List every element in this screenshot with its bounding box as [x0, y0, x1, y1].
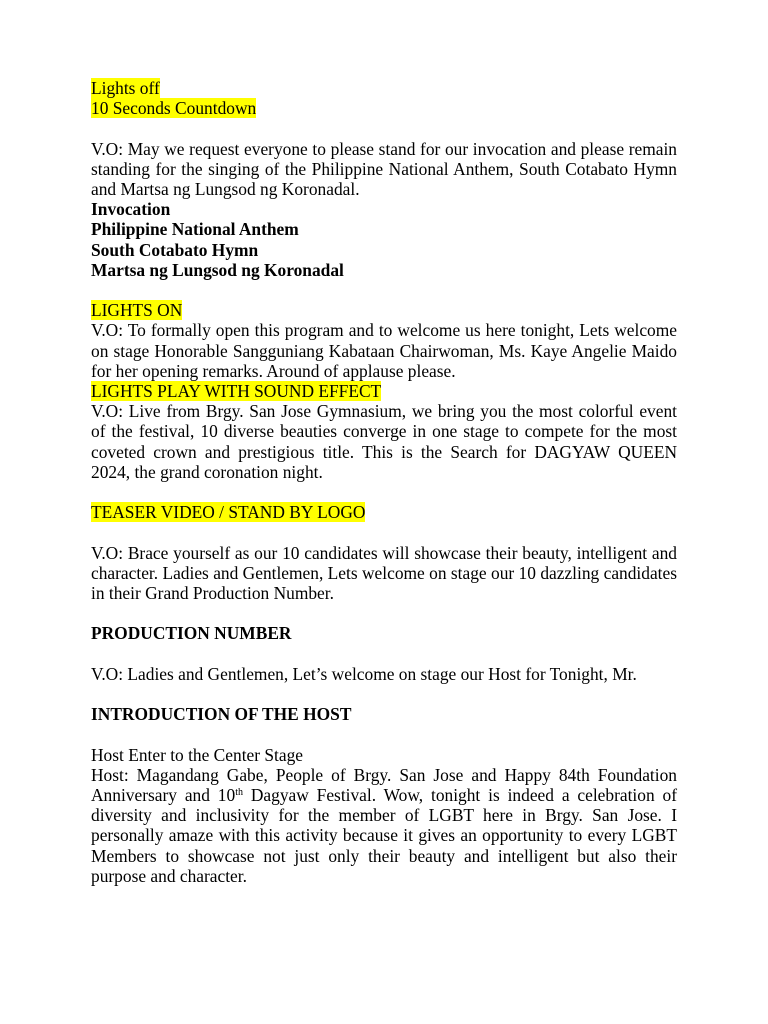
heading-intro-host: INTRODUCTION OF THE HOST	[91, 704, 352, 725]
cue-countdown: 10 Seconds Countdown	[91, 98, 257, 119]
spacer	[91, 522, 677, 542]
vo-brace: V.O: Brace yourself as our 10 candidates will showcase their beauty, intelligent and character. Ladies and Gentlemen, Lets welcome on stage our 10 dazzling candidates in their Grand Production Number.	[91, 542, 677, 604]
spacer	[91, 644, 677, 664]
host-enter: Host Enter to the Center Stage	[91, 744, 304, 765]
heading-martsa: Martsa ng Lungsod ng Koronadal	[91, 259, 344, 280]
cue-lights-on: LIGHTS ON	[91, 300, 183, 321]
spacer	[91, 684, 677, 704]
spacer	[91, 603, 677, 623]
heading-invocation: Invocation	[91, 199, 171, 220]
spacer	[91, 724, 677, 744]
cue-lights-off: Lights off	[91, 78, 160, 98]
heading-hymn: South Cotabato Hymn	[91, 239, 259, 260]
script-document	[91, 78, 677, 886]
heading-production: PRODUCTION NUMBER	[91, 623, 292, 644]
vo-opening: V.O: To formally open this program and to welcome us here tonight, Lets welcome on stage Honorable Sangguniang Kabataan Chairwoman, Ms. Kaye Angelie Maido for her opening remarks. Around of applause please.	[91, 320, 677, 381]
spacer	[91, 118, 677, 138]
spacer	[91, 482, 677, 502]
cue-lights-play: LIGHTS PLAY WITH SOUND EFFECT	[91, 381, 382, 402]
vo-invocation: V.O: May we request everyone to please stand for our invocation and please remain standing for the singing of the Philippine National Anthem, South Cotabato Hymn and Martsa ng Lungsod ng Koronadal.	[91, 138, 677, 199]
spacer	[91, 280, 677, 300]
cue-teaser: TEASER VIDEO / STAND BY LOGO	[91, 502, 366, 523]
vo-host: V.O: Ladies and Gentlemen, Let’s welcome on stage our Host for Tonight, Mr.	[91, 663, 637, 684]
host-speech: Host: Magandang Gabe, People of Brgy. San Jose and Happy 84th Foundation Anniversary and 10th Dagyaw Festival. Wow, tonight is indeed a celebration of diversity and inclusivity for the member of LGBT here in Brgy. San Jose. I personally amaze with this activity because it gives an opportunity to every LGBT Members to showcase not just only their beauty and intelligent but also their purpose and character.	[91, 764, 678, 886]
vo-live: V.O: Live from Brgy. San Jose Gymnasium, we bring you the most colorful event of the festival, 10 diverse beauties converge in one stage to compete for the most coveted crown and prestigious title. This is the Search for DAGYAW QUEEN 2024, the grand coronation night.	[91, 401, 677, 482]
heading-anthem: Philippine National Anthem	[91, 219, 299, 240]
